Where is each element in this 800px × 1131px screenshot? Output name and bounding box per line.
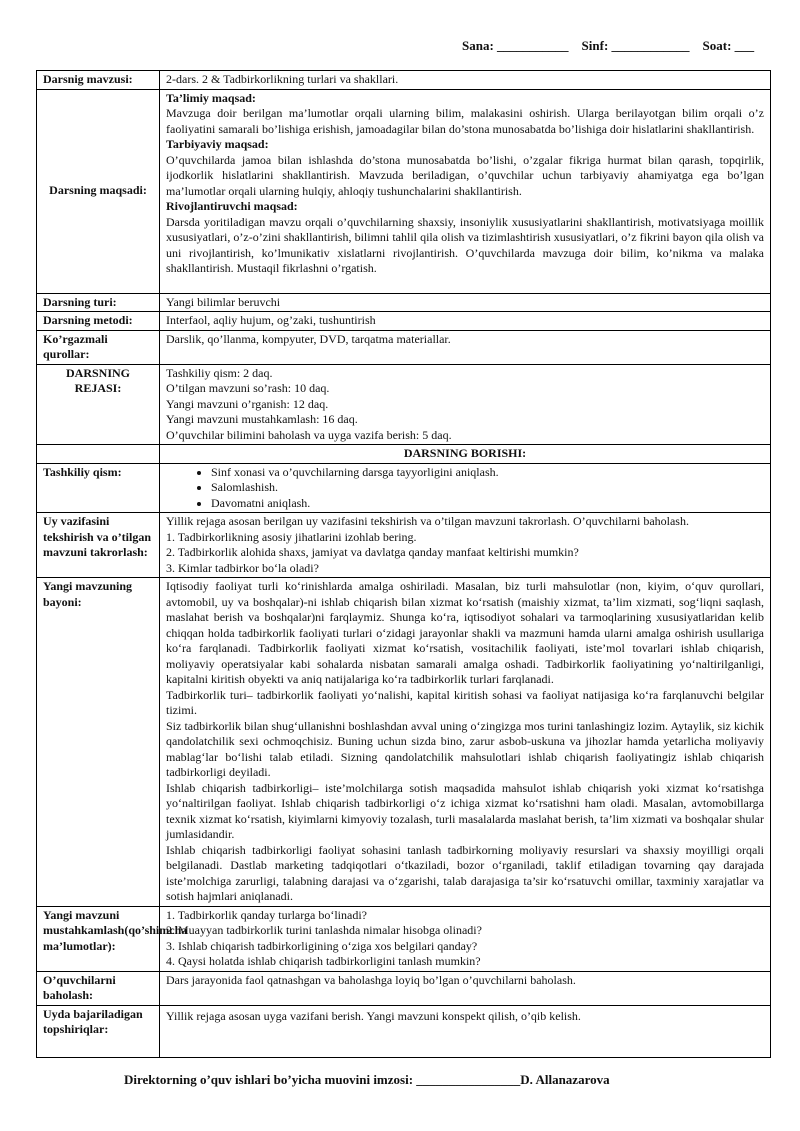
organizational-content: [160, 463, 771, 513]
row-procedure-title: [37, 445, 771, 464]
row-materials: [37, 330, 771, 364]
homework-value: Yillik rejaga asosan uyga vazifani berish. Yangi mavzuni konspekt qilish, o’qib kelish.: [160, 1005, 771, 1057]
row-lesson-type: [37, 293, 771, 312]
procedure-empty-cell: [37, 445, 160, 464]
row-reinforcement: [37, 906, 771, 971]
developmental-goal-title: Rivojlantiruvchi maqsad:: [166, 199, 298, 213]
paragraph: Tadbirkorlik turi– tadbirkorlik faoliyati yo‘nalishi, kapital kiritish sohasi va faoliyat natijasiga ko‘ra farqlanuvchi belgilar tizimi.: [166, 687, 764, 717]
lesson-plan-table: [36, 70, 771, 1058]
plan-item: O’tilgan mavzuni so’rash: 10 daq.: [166, 381, 330, 395]
goals-label: Darsning maqsadi:: [37, 89, 160, 293]
question-item: 1. Tadbirkorlikning asosiy jihatlarini izohlab bering.: [166, 529, 417, 544]
paragraph: Iqtisodiy faoliyat turli ko‘rinishlarda amalga oshiriladi. Masalan, biz turli mahsulotlar (non, kiyim, o‘quv qurollari, avtomobil, uy va boshqalar)-ni ishlab chiqarish bilan xizmat ko‘rsatish (maishiy xizmat, ta’lim xizmati, sog‘liqni saqlash, maslahat berish va boshqalar)ni farqlaymiz. Shunga ko‘ra, iqtisodiyot sohalari va tarmoqlarining xususiyatlaridan kelib chiqqan holda tadbirkorlik faoliyati turlari o‘zidagi jarayonlar shakli va mazmuni hamda ularni amalga oshirish usullariga ko‘ra farqlanadi. Tadbirkorlik faoliyati xizmat ko‘rsatish, vositachilik faoliyati, iste’mol tovarlari ishlab chiqarish, moliyaviy operatsiyalar kabi sohalarda nisbatan samarali amalga oshadi. Tadbirkorlik faoliyatining yo‘naltirilganligi, kapitalni kiritish obyekti va aniq natijalariga ko‘ra tadbirkorlik turlari farqlanadi.: [166, 579, 764, 686]
plan-content: [160, 364, 771, 445]
goals-content: [160, 89, 771, 293]
procedure-title: DARSNING BORISHI:: [160, 445, 771, 464]
question-item: 4. Qaysi holatda ishlab chiqarish tadbirkorligini tanlash mumkin?: [166, 954, 481, 968]
row-assessment: [37, 971, 771, 1005]
question-item: 3. Kimlar tadbirkor bo‘la oladi?: [166, 560, 319, 575]
upbringing-goal-title: Tarbiyaviy maqsad:: [166, 137, 269, 151]
reinforcement-label: Yangi mavzuni mustahkamlash(qo’shimcha ma’lumotlar):: [37, 906, 160, 971]
class-field: Sinf: ____________: [581, 38, 690, 53]
list-item: • Sinf xonasi va o’quvchilarning darsga tayyorligini aniqlash.: [211, 465, 764, 481]
materials-value: Darslik, qo’llanma, kompyuter, DVD, tarqatma materiallar.: [160, 330, 771, 364]
row-method: [37, 312, 771, 331]
method-label: Darsning metodi:: [37, 312, 160, 331]
plan-item: Tashkiliy qism: 2 daq.: [166, 365, 273, 380]
signature-line: Direktorning o’quv ishlari bo’yicha muovini imzosi: ________________D. Allanazarova: [124, 1072, 610, 1087]
homework-label: Uyda bajariladigan topshiriqlar:: [37, 1005, 160, 1057]
row-topic: [37, 71, 771, 90]
paragraph: Siz tadbirkorlik bilan shug‘ullanishni boshlashdan avval uning o‘zingizga mos turini tanlashingiz lozim. Aytaylik, siz kichik qandolatchilik sexi ochmoqchisiz. Buning uchun sizda bino, zarur asbob-uskuna va jihozlar hamda yetarlicha moliyaviy mablag‘lar bo‘lishi talab etiladi. Sizning qandolatchilik mahsulotlari ishlab chiqarish faoliyatingiz ishlab chiqarish tadbirkorligi deyiladi.: [166, 718, 764, 779]
educational-goal-text: Mavzuga doir berilgan ma’lumotlar orqali ularning bilim, malakasini oshirish. Ularga berilayotgan bilim orqali o’z faoliyatini samarali bo’lishiga erishish, jamoadagilar bilan do’stona munosabatda bo’lishiga doir hislatlarini shakllantirish.: [166, 106, 764, 136]
list-item: • Davomatni aniqlash.: [211, 496, 764, 512]
row-homework-check: [37, 513, 771, 578]
assessment-label: O’quvchilarni baholash:: [37, 971, 160, 1005]
plan-item: O’quvchilar bilimini baholash va uyga vazifa berish: 5 daq.: [166, 427, 452, 442]
list-item: • Salomlashish.: [211, 480, 764, 496]
assessment-value: Dars jarayonida faol qatnashgan va baholashga loyiq bo’lgan o’quvchilarni baholash.: [160, 971, 771, 1005]
row-organizational: [37, 463, 771, 513]
developmental-goal-text: Darsda yoritiladigan mavzu orqali o’quvchilarning shaxsiy, insoniylik xususiyatlarini shakllantirish, motivatsiyaga moillik xususiyatlari, o’z-o’zini shakllantirish, bilimni tahlil qila olish va tizimlashtirish xususiyatlari, o’z fikrini bayon qila olish va uni rivojlantirish, ko’lmunikativ xislatlarni rivojlantirish. O’quvchilarda mavzuga doir bilim, ko’nikma va malaka shakllantirish. Mustaqil fikrlashni o’rgatish.: [166, 214, 764, 275]
plan-item: Yangi mavzuni o’rganish: 12 daq.: [166, 396, 329, 411]
row-new-topic: [37, 578, 771, 907]
new-topic-content: [160, 578, 771, 907]
paragraph: Ishlab chiqarish tadbirkorligi faoliyat sohasini tanlash tadbirkorning moliyaviy resurslari va shaxsiy moyilligi orqali belgilanadi. Dastlab marketing tadqiqotlari o‘tkaziladi, bozor o‘rganiladi, taklif etiladigan tovarning qay darajada iste’molchiga zarurligi, talabning darajasi va o‘zgarishi, talab darajasiga ta’sir ko‘rsatuvchi omillar, taxminiy xarajatlar va sotish hajmlari aniqlanadi.: [166, 842, 764, 903]
hour-field: Soat: ___: [702, 38, 755, 53]
question-item: 2. Muayyan tadbirkorlik turini tanlashda nimalar hisobga olinadi?: [166, 923, 482, 937]
topic-label: Darsnig mavzusi:: [37, 71, 160, 90]
topic-value: 2-dars. 2 & Tadbirkorlikning turlari va shakllari.: [160, 71, 771, 90]
row-homework: [37, 1005, 771, 1057]
question-item: 2. Tadbirkorlik alohida shaxs, jamiyat va davlatga qanday manfaat keltirishi mumkin?: [166, 545, 579, 559]
plan-item: Yangi mavzuni mustahkamlash: 16 daq.: [166, 412, 358, 426]
question-item: 1. Tadbirkorlik qanday turlarga bo‘linadi?: [166, 907, 367, 922]
row-plan: [37, 364, 771, 445]
upbringing-goal-text: O’quvchilarda jamoa bilan ishlashda do’stona munosabatda bo’lishi, o’zgalar fikriga hurmat bilan qarash, topqirlik, ijodkorlik hislatlarini shakllantirish. Mavzuda beriladigan, o’quvchilar uchun tarbiyaviy ahamiyatga ega bo’lgan ma’lumotlar orqali ularning hulqiy, ahloqiy tushunchalarini shakllantirish.: [166, 152, 764, 198]
new-topic-label: Yangi mavzuning bayoni:: [37, 578, 160, 907]
lesson-type-label: Darsning turi:: [37, 293, 160, 312]
date-field: Sana: ___________: [462, 38, 569, 53]
organizational-label: Tashkiliy qism:: [37, 463, 160, 513]
lesson-type-value: Yangi bilimlar beruvchi: [160, 293, 771, 312]
plan-label: DARSNING REJASI:: [37, 364, 160, 445]
method-value: Interfaol, aqliy hujum, og’zaki, tushuntirish: [160, 312, 771, 331]
educational-goal-title: Ta’limiy maqsad:: [166, 90, 256, 105]
materials-label: Ko’rgazmali qurollar:: [37, 330, 160, 364]
homework-check-content: [160, 513, 771, 578]
row-goals: [37, 89, 771, 293]
homework-check-label: Uy vazifasini tekshirish va o’tilgan mavzuni takrorlash:: [37, 513, 160, 578]
paragraph: Ishlab chiqarish tadbirkorligi– iste’molchilarga sotish maqsadida mahsulot ishlab chiqarish yoki xizmat ko‘rsatishga yo‘naltirilgan faoliyat. Ishlab chiqarish tadbirkorligi o‘z ichiga xizmat ko‘rsatishni ham oladi. Masalan, avtomobillarga texnik xizmat ko‘rsatish, kiyimlarni kimyoviy tozalash, turli masalalarda maslahat berish, ta’lim xizmati va boshqalar shular jumlasidandir.: [166, 780, 764, 841]
reinforcement-content: [160, 906, 771, 971]
question-item: 3. Ishlab chiqarish tadbirkorligining o‘ziga xos belgilari qanday?: [166, 938, 478, 953]
homework-check-intro: Yillik rejaga asosan berilgan uy vazifasini tekshirish va o’tilgan mavzuni takrorlash. O’quvchilarni baholash.: [166, 514, 689, 528]
